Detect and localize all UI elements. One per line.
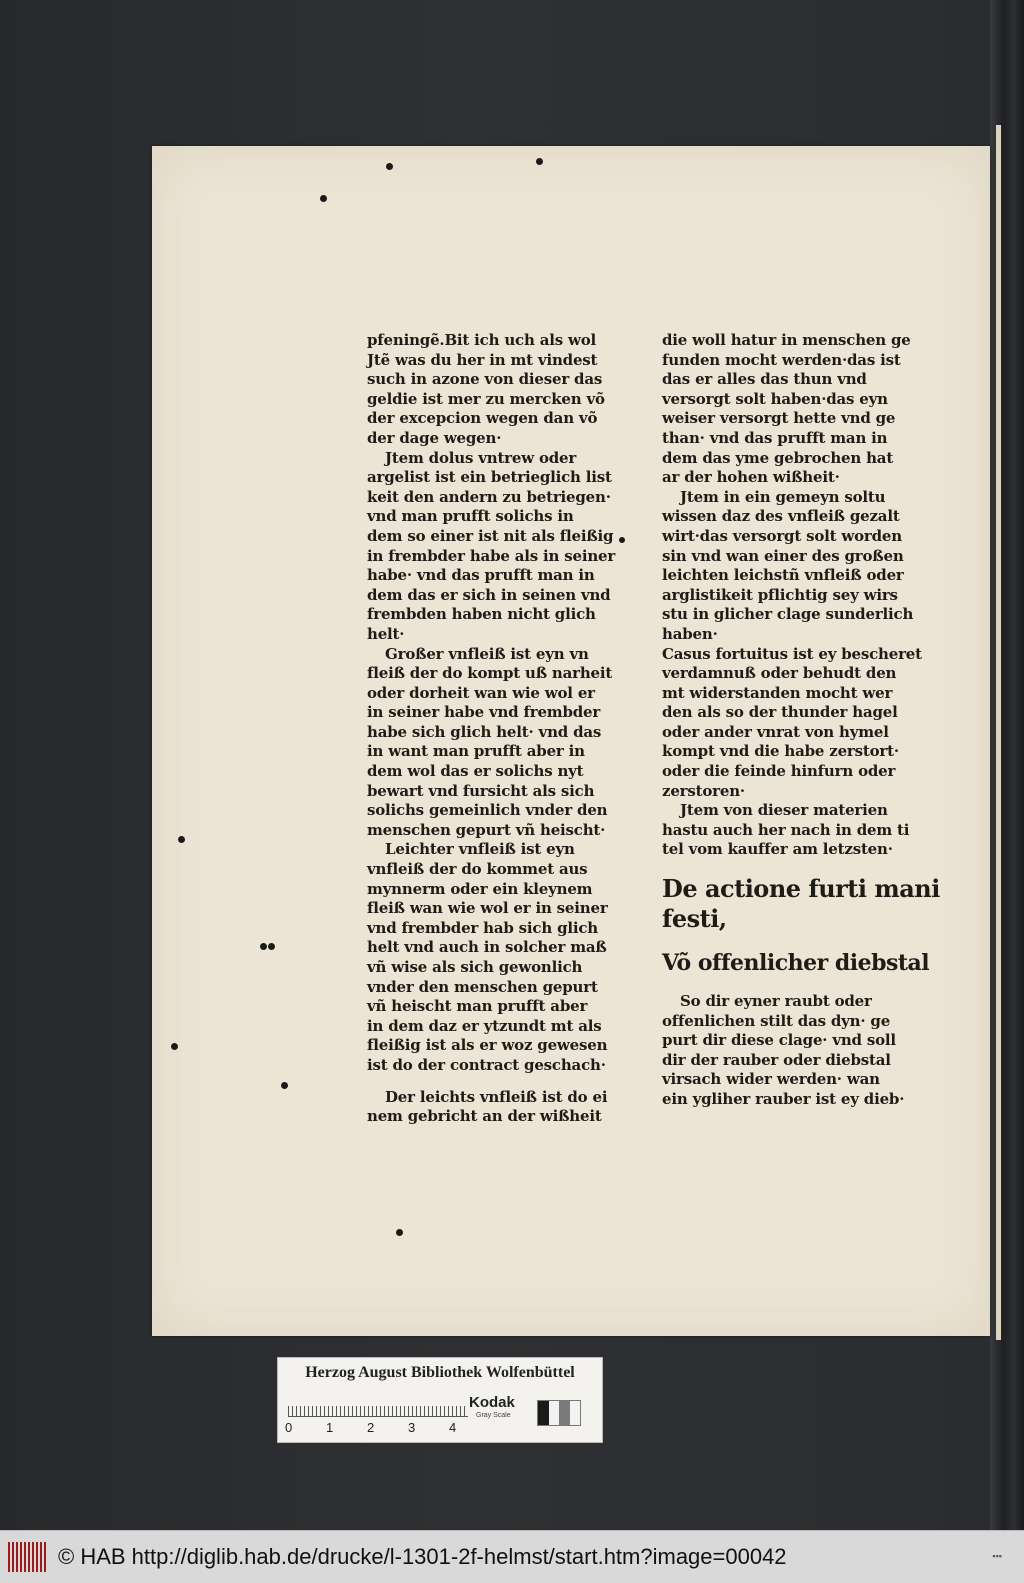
text-line: das er alles das thun vnd	[662, 370, 867, 389]
text-line: geldie ist mer zu mercken võ	[367, 389, 605, 408]
text-line: ist do der contract geschach·	[367, 1055, 606, 1074]
text-line: Der leichts vnfleiß ist do ei	[385, 1087, 608, 1106]
text-column-right	[662, 331, 940, 1110]
spacer	[662, 934, 940, 948]
text-line: hastu auch her nach in dem ti	[662, 820, 910, 839]
text-line: funden mocht werden·das ist	[662, 350, 901, 369]
text-line: der dage wegen·	[367, 428, 502, 447]
text-line: ar der hohen wißheit·	[662, 468, 840, 487]
text-line: nem gebricht an der wißheit	[367, 1107, 602, 1126]
footer-bar	[0, 1530, 1024, 1583]
ink-dot	[386, 163, 393, 170]
book-binding-edge	[990, 0, 1024, 1530]
text-line: leichten leichstñ vnfleiß oder	[662, 566, 904, 585]
section-heading: festi,	[662, 904, 727, 934]
text-line: haben·	[662, 624, 718, 643]
spacer	[662, 860, 940, 874]
ink-dot	[171, 1043, 178, 1050]
ink-dot	[268, 943, 275, 950]
text-line: ein ygliher rauber ist ey dieb·	[662, 1090, 905, 1108]
text-line: bewart vnd fursicht als sich	[367, 781, 595, 800]
text-line: habe· vnd das prufft man in	[367, 566, 595, 585]
spacer	[662, 978, 940, 992]
text-line: versorgt solt haben·das eyn	[662, 389, 888, 408]
text-line: die woll hatur in menschen ge	[662, 331, 911, 349]
text-line: in dem daz er ytzundt mt als	[367, 1016, 602, 1035]
text-line: wirt·das versorgt solt worden	[662, 526, 902, 545]
text-line: wissen daz des vnfleiß gezalt	[662, 507, 900, 526]
swatch-patch	[559, 1401, 570, 1425]
text-line: Großer vnfleiß ist eyn vn	[385, 644, 589, 663]
text-line: fleiß der do kompt uß narheit	[367, 664, 613, 683]
text-line: zerstoren·	[662, 781, 745, 800]
text-line: kompt vnd die habe zerstort·	[662, 742, 899, 761]
text-line: solichs gemeinlich vnder den	[367, 801, 608, 820]
text-line: purt dir diese clage· vnd soll	[662, 1031, 896, 1050]
text-line: helt vnd auch in solcher maß	[367, 938, 607, 957]
text-line: pfeningẽ.Bit ich uch als wol	[367, 331, 597, 349]
text-line: in want man prufft aber in	[367, 742, 585, 761]
ink-dot	[281, 1082, 288, 1089]
text-line: offenlichen stilt das dyn· ge	[662, 1011, 891, 1030]
text-line: der excepcion wegen dan võ	[367, 409, 598, 428]
ink-dot	[178, 836, 185, 843]
text-line: fleißig ist als er woz gewesen	[367, 1036, 608, 1055]
section-heading: Võ offenlicher diebstal	[662, 950, 930, 977]
text-line: Jtem von dieser materien	[680, 801, 888, 820]
text-line: such in azone von dieser das	[367, 370, 603, 389]
ink-dot	[619, 537, 625, 543]
text-line: vnder den menschen gepurt	[367, 977, 598, 996]
text-line: oder dorheit wan wie wol er	[367, 683, 595, 702]
text-line: habe sich glich helt· vnd das	[367, 722, 602, 741]
document-page	[152, 146, 990, 1336]
text-line: oder die feinde hinfurn oder	[662, 762, 896, 781]
text-line: verdamnuß oder behudt den	[662, 664, 897, 683]
text-line: stu in glicher clage sunderlich	[662, 605, 914, 624]
text-line: vnfleiß der do kommet aus	[367, 860, 588, 879]
source-credit: © HAB http://diglib.hab.de/drucke/l-1301-2f-helmst/start.htm?image=00042	[58, 1544, 787, 1569]
ink-dot	[396, 1229, 403, 1236]
text-line: Casus fortuitus ist ey bescheret	[662, 644, 922, 663]
ruler-number: 4	[449, 1420, 457, 1435]
text-line: tel vom kauffer am letzsten·	[662, 840, 893, 859]
text-line: menschen gepurt vñ heischt·	[367, 820, 606, 839]
text-line: than· vnd das prufft man in	[662, 428, 888, 447]
text-line: dem das er sich in seinen vnd	[367, 585, 611, 604]
adjacent-page-edge	[996, 125, 1001, 1340]
ink-dot	[260, 943, 267, 950]
section-heading: De actione furti mani	[662, 874, 940, 904]
text-line: Jtem dolus vntrew oder	[385, 448, 577, 467]
text-line: in seiner habe vnd frembder	[367, 703, 601, 722]
text-line: Jtẽ was du her in mt vindest	[367, 350, 598, 369]
text-line: mt widerstanden mocht wer	[662, 683, 893, 702]
library-color-card	[277, 1357, 603, 1443]
scale-ruler	[285, 1396, 468, 1435]
swatch-patch	[538, 1401, 549, 1425]
swatch-patch	[570, 1401, 581, 1425]
gray-scale-label: Gray Scale	[476, 1412, 511, 1419]
text-line: oder ander vnrat von hymel	[662, 722, 889, 741]
text-line: sin vnd wan einer des großen	[662, 546, 904, 565]
swatch-patch	[549, 1401, 560, 1425]
ink-dot	[320, 195, 327, 202]
text-line: in frembder habe als in seiner	[367, 546, 616, 565]
text-line: vnd man prufft solichs in	[367, 507, 574, 526]
ink-dot	[536, 158, 543, 165]
text-line: vñ heischt man prufft aber	[367, 997, 588, 1016]
text-line: mynnerm oder ein kleynem	[367, 879, 593, 898]
text-line: vñ wise als sich gewonlich	[367, 958, 583, 976]
text-line: dem so einer ist nit als fleißig	[367, 526, 614, 545]
text-line: Jtem in ein gemeyn soltu	[680, 487, 886, 506]
ruler-number: 2	[367, 1420, 375, 1435]
text-line: dem das yme gebrochen hat	[662, 448, 894, 467]
text-line: dir der rauber oder diebstal	[662, 1050, 891, 1069]
text-line: vnd frembder hab sich glich	[367, 918, 599, 937]
text-line: helt·	[367, 624, 405, 643]
text-line: frembden haben nicht glich	[367, 605, 596, 624]
text-line: fleiß wan wie wol er in seiner	[367, 899, 608, 918]
kodak-logo: Kodak	[469, 1394, 515, 1411]
ruler-number: 1	[326, 1420, 334, 1435]
ruler-number: 3	[408, 1420, 416, 1435]
text-line: weiser versorgt hette vnd ge	[662, 409, 896, 428]
hab-logo-icon	[8, 1542, 48, 1572]
ruler-number: 0	[285, 1420, 293, 1435]
institution-name: Herzog August Bibliothek Wolfenbüttel	[305, 1364, 575, 1381]
text-line: den als so der thunder hagel	[662, 703, 898, 722]
text-line: arglistikeit pflichtig sey wirs	[662, 585, 898, 604]
text-line: Leichter vnfleiß ist eyn	[385, 840, 575, 859]
spacer	[367, 1076, 615, 1088]
gray-scale-swatch	[537, 1400, 581, 1426]
text-line: So dir eyner raubt oder	[680, 992, 872, 1011]
text-line: keit den andern zu betriegen·	[367, 487, 611, 506]
text-line: argelist ist ein betrieglich list	[367, 468, 612, 487]
text-line: virsach wider werden· wan	[662, 1070, 880, 1089]
text-line: dem wol das er solichs nyt	[367, 762, 584, 781]
text-column-left	[367, 331, 615, 1127]
corner-mark: ▪▪▪	[992, 1551, 1002, 1561]
